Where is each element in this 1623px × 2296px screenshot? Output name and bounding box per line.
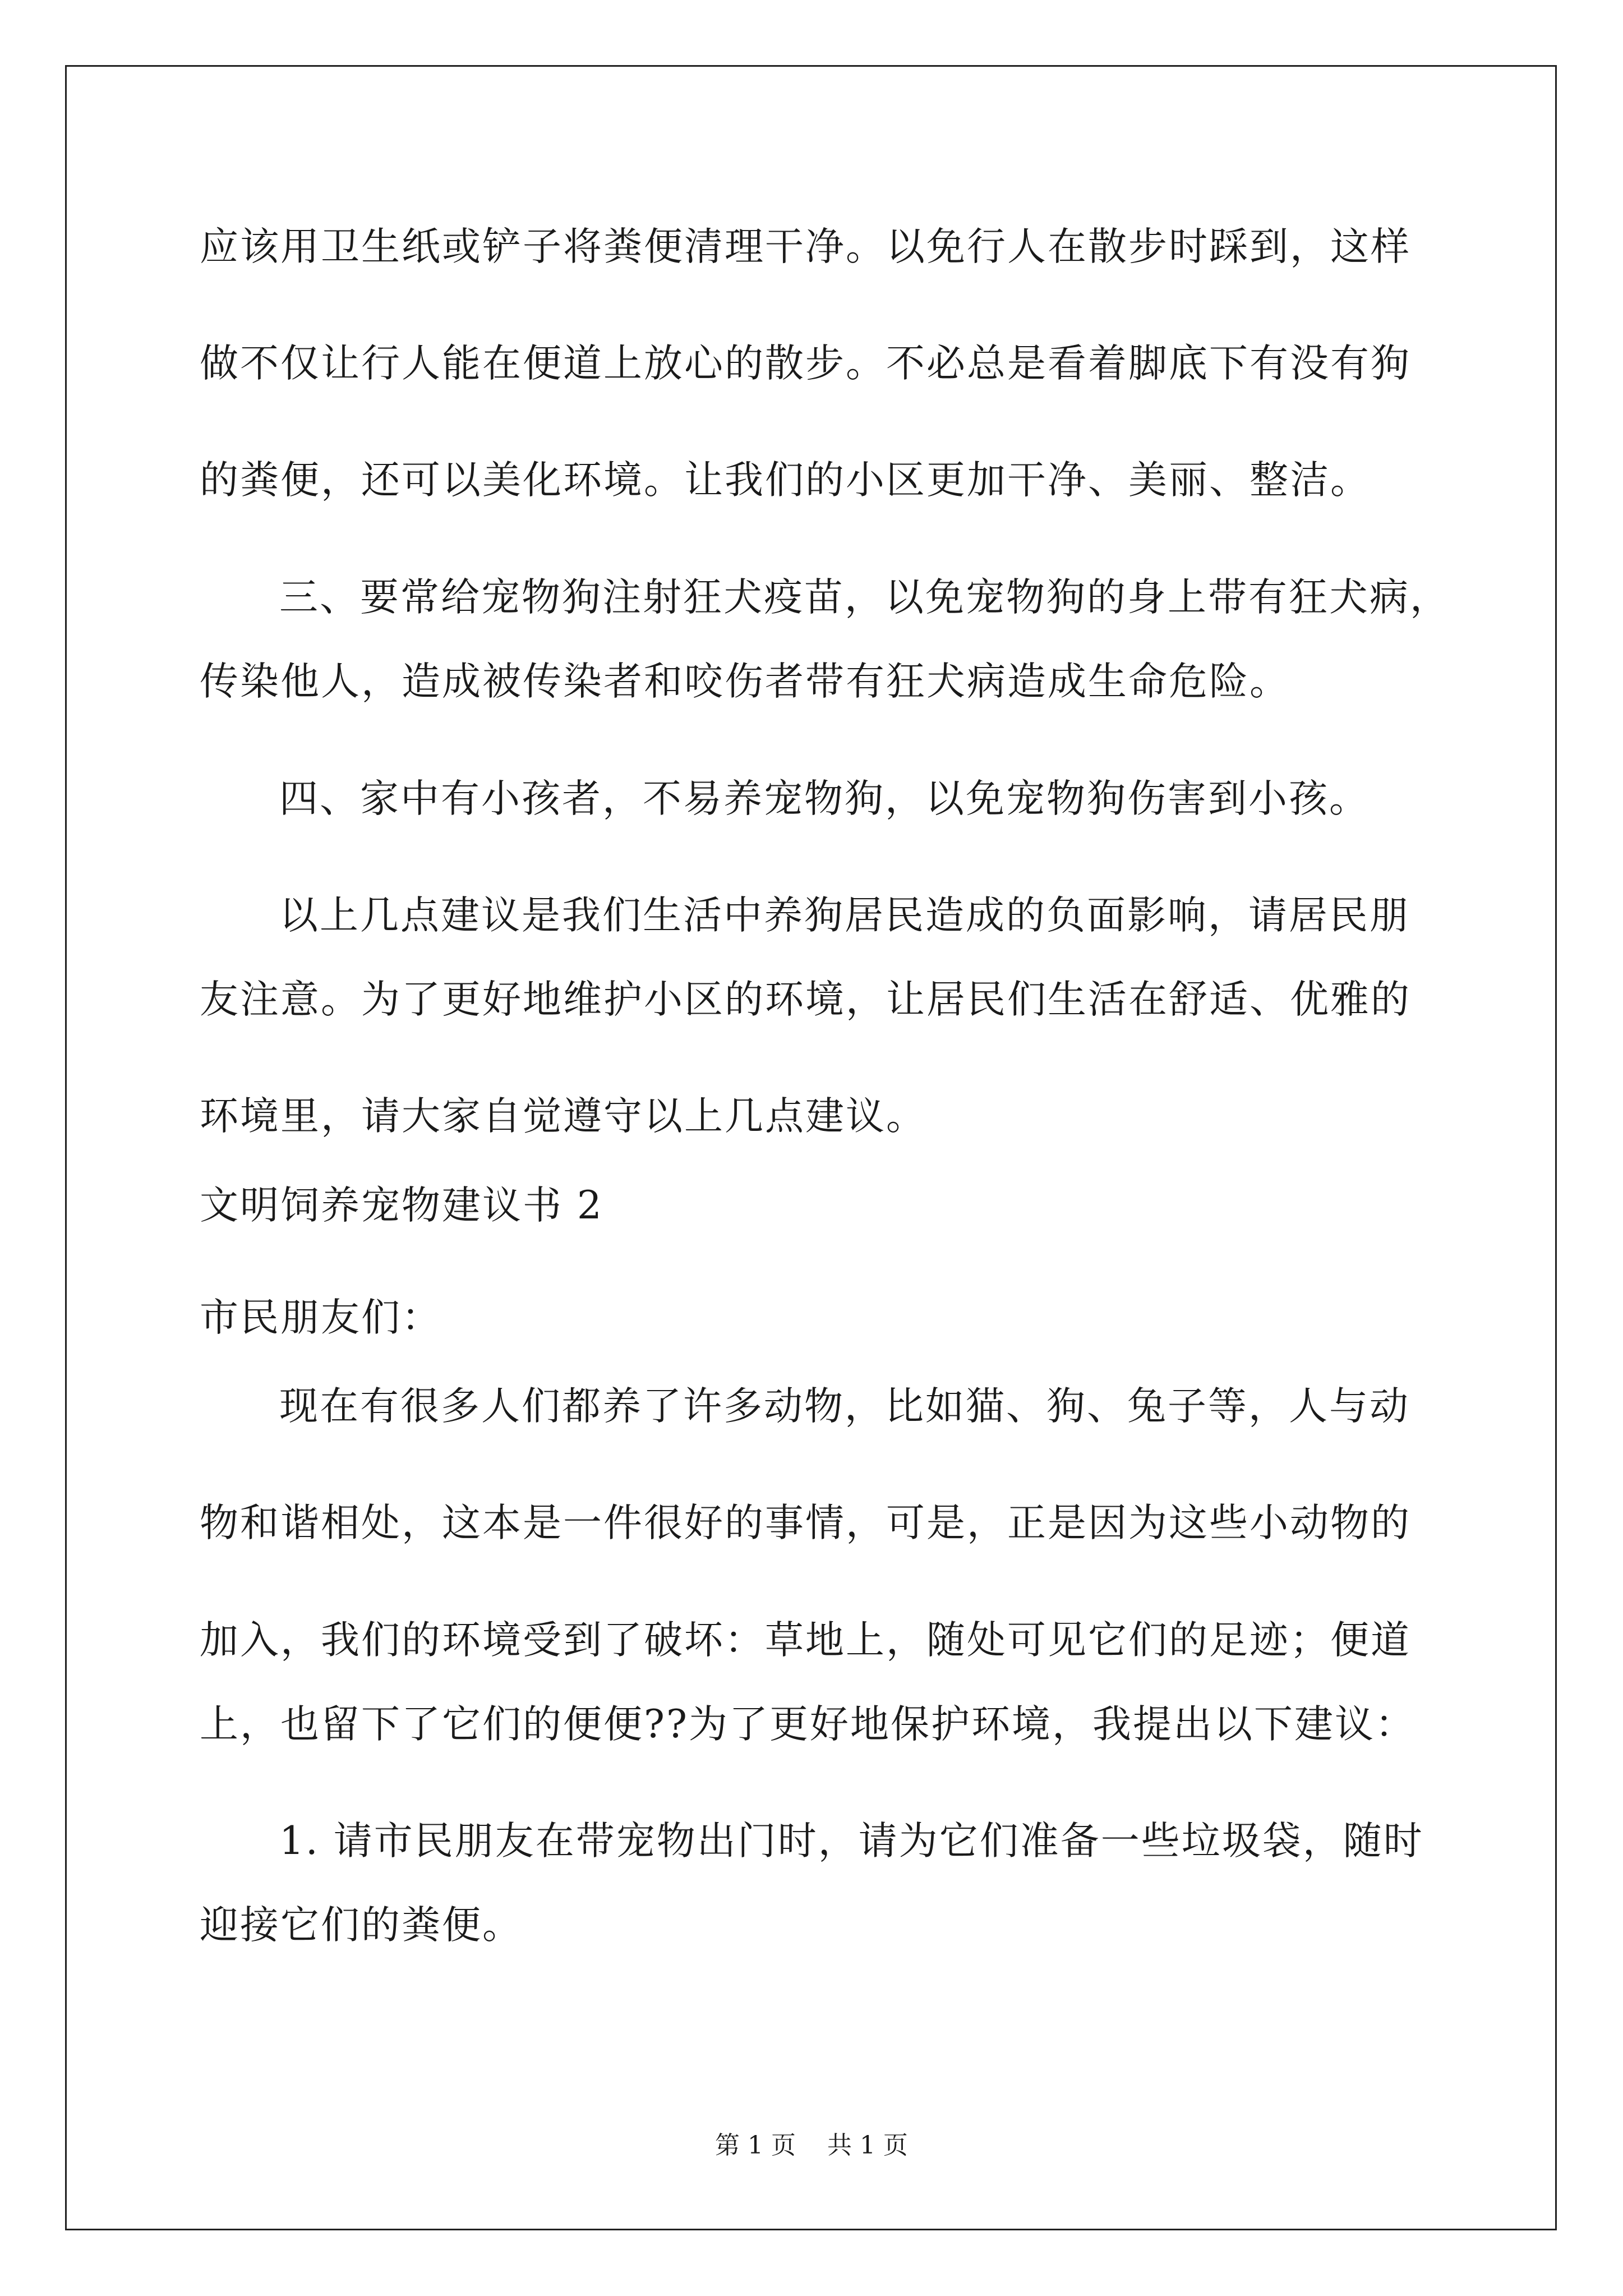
body-text-line: 的粪便，还可以美化环境。让我们的小区更加干净、美丽、整洁。 <box>200 458 1371 503</box>
section-heading: 文明饲养宠物建议书 2 <box>200 1183 603 1228</box>
body-text-line: 上，也留下了它们的便便??为了更好地保护环境，我提出以下建议： <box>200 1702 1415 1747</box>
body-text-line: 加入，我们的环境受到了破坏：草地上，随处可见它们的足迹；便道 <box>200 1618 1411 1663</box>
body-text-line: 以上几点建议是我们生活中养狗居民造成的负面影响，请居民朋 <box>279 893 1410 938</box>
body-text-line: 传染他人，造成被传染者和咬伤者带有狂犬病造成生命危险。 <box>200 659 1290 704</box>
page-number: 第 1 页 共 1 页 <box>715 2131 908 2160</box>
body-text-line: 友注意。为了更好地维护小区的环境，让居民们生活在舒适、优雅的 <box>200 977 1411 1022</box>
body-text-line: 迎接它们的粪便。 <box>200 1903 523 1948</box>
body-text-line: 应该用卫生纸或铲子将粪便清理干净。以免行人在散步时踩到，这样 <box>200 224 1411 269</box>
body-text-line: 1. 请市民朋友在带宠物出门时，请为它们准备一些垃圾袋，随时 <box>279 1819 1424 1864</box>
body-text-line: 物和谐相处，这本是一件很好的事情，可是，正是因为这些小动物的 <box>200 1501 1411 1545</box>
body-text-line: 环境里，请大家自觉遵守以上几点建议。 <box>200 1094 926 1139</box>
body-text-line: 现在有很多人们都养了许多动物，比如猫、狗、兔子等，人与动 <box>279 1384 1410 1429</box>
body-text-line: 做不仅让行人能在便道上放心的散步。不必总是看着脚底下有没有狗 <box>200 341 1411 386</box>
salutation: 市民朋友们： <box>200 1295 442 1340</box>
body-text-line: 三、要常给宠物狗注射狂犬疫苗，以免宠物狗的身上带有狂犬病， <box>279 575 1450 620</box>
body-text-line: 四、家中有小孩者，不易养宠物狗，以免宠物狗伤害到小孩。 <box>279 776 1370 821</box>
